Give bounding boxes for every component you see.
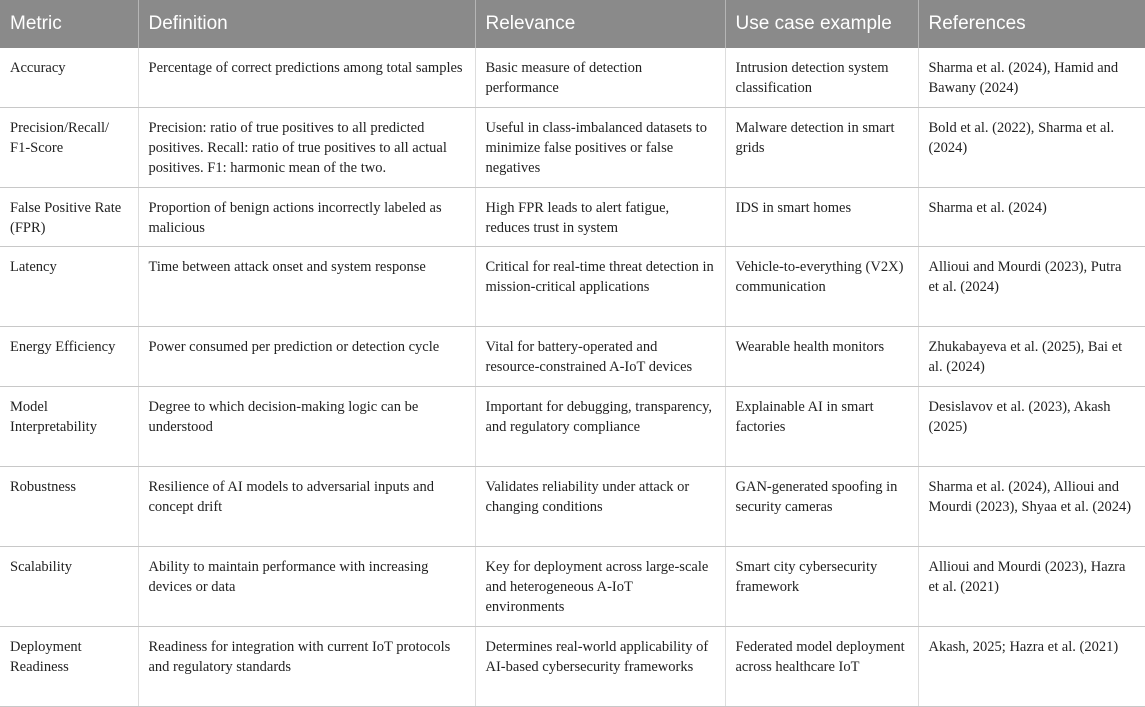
cell-definition: Proportion of benign actions incorrectly labeled as malicious [138,187,475,246]
cell-relevance: Important for debugging, transparency, and regulatory compliance [475,386,725,466]
table-row [0,466,1145,546]
table-row [0,246,1145,326]
cell-relevance: High FPR leads to alert fatigue, reduces trust in system [475,187,725,246]
cell-definition: Readiness for integration with current IoT protocols and regulatory standards [138,626,475,706]
table-row [0,187,1145,246]
table-row [0,48,1145,107]
cell-metric: Deployment Readiness [0,626,138,706]
cell-use-case: Federated model deployment across healthcare IoT [725,626,918,706]
cell-use-case: Vehicle-to-everything (V2X) communication [725,246,918,326]
cell-relevance: Determines real-world applicability of AI-based cybersecurity frameworks [475,626,725,706]
cell-definition: Power consumed per prediction or detection cycle [138,326,475,386]
cell-use-case: Smart city cybersecurity framework [725,546,918,626]
header-references: References [918,0,1145,48]
cell-metric: Robustness [0,466,138,546]
cell-relevance: Useful in class-imbalanced datasets to minimize false positives or false negatives [475,107,725,187]
cell-relevance: Vital for battery-operated and resource-constrained A-IoT devices [475,326,725,386]
cell-definition: Percentage of correct predictions among total samples [138,48,475,107]
table-row [0,546,1145,626]
cell-metric: Precision/Recall/ F1-Score [0,107,138,187]
cell-metric: Energy Efficiency [0,326,138,386]
cell-references: Zhukabayeva et al. (2025), Bai et al. (2024) [918,326,1145,386]
table-header [0,0,1145,48]
cell-metric: Latency [0,246,138,326]
cell-definition: Time between attack onset and system response [138,246,475,326]
table-row [0,326,1145,386]
table-body [0,48,1145,706]
table-row [0,107,1145,187]
cell-use-case: Intrusion detection system classification [725,48,918,107]
cell-use-case: Wearable health monitors [725,326,918,386]
cell-references: Sharma et al. (2024), Allioui and Mourdi (2023), Shyaa et al. (2024) [918,466,1145,546]
cell-definition: Degree to which decision-making logic can be understood [138,386,475,466]
cell-use-case: GAN-generated spoofing in security cameras [725,466,918,546]
cell-metric: Accuracy [0,48,138,107]
cell-use-case: IDS in smart homes [725,187,918,246]
cell-relevance: Validates reliability under attack or changing conditions [475,466,725,546]
header-definition: Definition [138,0,475,48]
cell-definition: Ability to maintain performance with increasing devices or data [138,546,475,626]
cell-use-case: Explainable AI in smart factories [725,386,918,466]
cell-references: Allioui and Mourdi (2023), Putra et al. (2024) [918,246,1145,326]
cell-definition: Precision: ratio of true positives to all predicted positives. Recall: ratio of true positives to all actual positives. F1: harmonic mean of the two. [138,107,475,187]
cell-relevance: Key for deployment across large-scale and heterogeneous A-IoT environments [475,546,725,626]
cell-use-case: Malware detection in smart grids [725,107,918,187]
cell-references: Desislavov et al. (2023), Akash (2025) [918,386,1145,466]
cell-relevance: Basic measure of detection performance [475,48,725,107]
cell-metric: Model Interpretability [0,386,138,466]
cell-references: Bold et al. (2022), Sharma et al. (2024) [918,107,1145,187]
header-row [0,0,1145,48]
table-row [0,386,1145,466]
cell-references: Akash, 2025; Hazra et al. (2021) [918,626,1145,706]
cell-references: Allioui and Mourdi (2023), Hazra et al. (2021) [918,546,1145,626]
cell-definition: Resilience of AI models to adversarial inputs and concept drift [138,466,475,546]
header-metric: Metric [0,0,138,48]
table-row [0,626,1145,706]
cell-metric: Scalability [0,546,138,626]
header-relevance: Relevance [475,0,725,48]
cell-relevance: Critical for real-time threat detection in mission-critical applications [475,246,725,326]
header-use-case-example: Use case example [725,0,918,48]
cell-references: Sharma et al. (2024), Hamid and Bawany (2024) [918,48,1145,107]
cell-metric: False Positive Rate (FPR) [0,187,138,246]
cell-references: Sharma et al. (2024) [918,187,1145,246]
